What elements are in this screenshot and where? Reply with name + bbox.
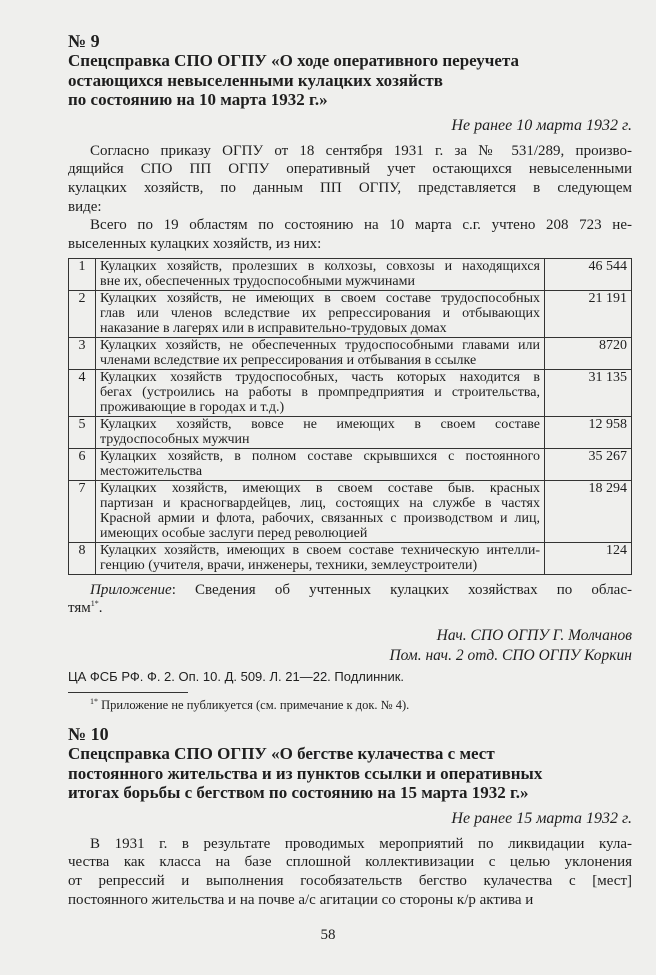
text-line: Всего по 19 областям по состоянию на 10 марта с.г. учтено 208 723 не-	[90, 217, 632, 234]
signature-korkin: Пом. нач. 2 отд. СПО ОГПУ Коркин	[389, 647, 632, 665]
footnote-ref: 1*	[90, 599, 99, 609]
text-line: Кулацких хозяйств, не обеспеченных трудоспособными главами или	[100, 337, 540, 353]
text-line: бегах (устроились на работы в промпредприятия и строительства,	[100, 384, 540, 400]
archive-reference: ЦА ФСБ РФ. Ф. 2. Оп. 10. Д. 509. Л. 21—22. Подлинник.	[68, 669, 405, 685]
row-value: 46 544	[545, 258, 632, 290]
row-description	[96, 448, 545, 480]
text-line: постоянного жительства и из пунктов ссылки и оперативных	[68, 763, 543, 783]
doc9-paragraph-2	[68, 216, 632, 253]
row-value: 124	[545, 542, 632, 574]
page-number: 58	[320, 927, 336, 943]
row-number: 6	[69, 448, 96, 480]
row-number: 3	[69, 337, 96, 369]
table-row	[69, 369, 632, 416]
text-line: Согласно приказу ОГПУ от 18 сентября 1931 г. за № 531/289, произво-	[90, 142, 632, 159]
text-line: Кулацких хозяйств, вовсе не имеющих в своем составе	[100, 416, 540, 432]
text-line: Спецсправка СПО ОГПУ «О ходе оперативного переучета	[68, 51, 519, 70]
text-line: членами вследствие их репрессирования и отбывания в ссылке	[100, 352, 477, 368]
text-line: остающихся невыселенными кулацких хозяйств	[68, 70, 443, 90]
text-line: выселенных кулацких хозяйств, из них:	[68, 236, 322, 253]
doc10-dateline: Не ранее 15 марта 1932 г.	[451, 809, 632, 827]
signature-molchanov: Нач. СПО ОГПУ Г. Молчанов	[436, 627, 632, 645]
row-value: 8720	[545, 337, 632, 369]
document-page	[68, 32, 632, 909]
row-value: 21 191	[545, 290, 632, 337]
text-line: местожительства	[100, 463, 203, 479]
row-number: 2	[69, 290, 96, 337]
appendix-text-cont: тям	[68, 600, 91, 617]
text-line: Кулацких хозяйств, в полном составе скрывшихся с постоянного	[100, 448, 540, 464]
households-table	[68, 258, 632, 575]
doc9-number: № 9	[68, 31, 100, 51]
footnote	[68, 697, 632, 713]
text-line: Кулацких хозяйств, имеющих в своем составе техническую интелли-	[100, 542, 540, 558]
table-row	[69, 416, 632, 448]
doc9-paragraph-1	[68, 142, 632, 217]
row-description	[96, 542, 545, 574]
footnote-mark: 1*	[90, 696, 98, 706]
appendix-text: : Сведения об учтенных кулацких хозяйствах по облас-	[171, 581, 632, 598]
doc10-paragraph-1	[68, 835, 632, 910]
row-description	[96, 290, 545, 337]
doc10-number: № 10	[68, 724, 109, 745]
table-row	[69, 448, 632, 480]
text-line: чества как класса на базе сплошной коллективизации с целью уклонения	[68, 854, 632, 871]
text-line: генцию (учителя, врачи, инженеры, техники, землеустроители)	[100, 557, 478, 573]
text-line: проживающие в городах и т.д.)	[100, 399, 285, 415]
text-line: Красной армии и флота, рабочих, связанных с производством и лиц,	[100, 510, 540, 526]
footnote-text: Приложение не публикуется (см. примечание к док. № 4).	[98, 698, 410, 713]
table-row	[69, 258, 632, 290]
text-line: Кулацких хозяйств трудоспособных, часть которых находится в	[100, 369, 540, 385]
row-description	[96, 480, 545, 542]
text-line: имеющих особые заслуги перед революцией	[100, 525, 368, 541]
table-row	[69, 542, 632, 574]
row-value: 18 294	[545, 480, 632, 542]
footnote-divider	[68, 692, 188, 693]
text-line: итогах борьбы с бегством по состоянию на 15 марта 1932 г.»	[68, 783, 529, 803]
row-number: 1	[69, 258, 96, 290]
text-line: кулацких хозяйств, по данным ПП ОГПУ, представляется в следующем	[68, 179, 632, 196]
row-description	[96, 337, 545, 369]
row-number: 5	[69, 416, 96, 448]
text-line: наказание в лагерях или в исправительно-трудовых домах	[100, 320, 447, 336]
text-line: дящийся СПО ПП ОГПУ оперативный учет остающихся невыселенными	[68, 161, 632, 178]
text-line: Кулацких хозяйств, пролезших в колхозы, совхозы и находящихся	[100, 258, 540, 274]
appendix-note	[68, 581, 632, 618]
text-line: партизан и красногвардейцев, лиц, состоящих на службе в частях	[100, 495, 540, 511]
table-row	[69, 480, 632, 542]
text-line: виде:	[68, 198, 102, 215]
doc10-title	[68, 744, 632, 803]
row-number: 8	[69, 542, 96, 574]
row-value: 31 135	[545, 369, 632, 416]
text-line: постоянного жительства и на почве а/с агитации со стороны к/р актива и	[68, 891, 534, 908]
text-line: трудоспособных мужчин	[100, 431, 250, 447]
text-line: Кулацких хозяйств, не имеющих в своем составе трудоспособных	[100, 290, 540, 306]
text-line: Спецсправка СПО ОГПУ «О бегстве кулачества с мест	[68, 744, 495, 764]
row-description	[96, 258, 545, 290]
appendix-end: .	[98, 600, 103, 617]
text-line: от репрессий и выполнения гособязательств бегство кулачества с [мест]	[68, 873, 632, 890]
row-value: 35 267	[545, 448, 632, 480]
doc9-title	[68, 51, 632, 110]
text-line: вне их, обеспеченных трудоспособными мужчинами	[100, 273, 415, 289]
appendix-label: Приложение	[90, 581, 172, 598]
text-line: Кулацких хозяйств, имеющих в своем составе быв. красных	[100, 480, 540, 496]
row-number: 7	[69, 480, 96, 542]
row-description	[96, 416, 545, 448]
row-value: 12 958	[545, 416, 632, 448]
doc9-dateline: Не ранее 10 марта 1932 г.	[451, 116, 632, 134]
text-line: по состоянию на 10 марта 1932 г.»	[68, 90, 328, 109]
text-line: В 1931 г. в результате проводимых мероприятий по ликвидации кула-	[90, 835, 632, 852]
table-row	[69, 337, 632, 369]
table-row	[69, 290, 632, 337]
row-description	[96, 369, 545, 416]
row-number: 4	[69, 369, 96, 416]
text-line: глав или членов вследствие их репрессирования и отбывающих	[100, 305, 540, 321]
